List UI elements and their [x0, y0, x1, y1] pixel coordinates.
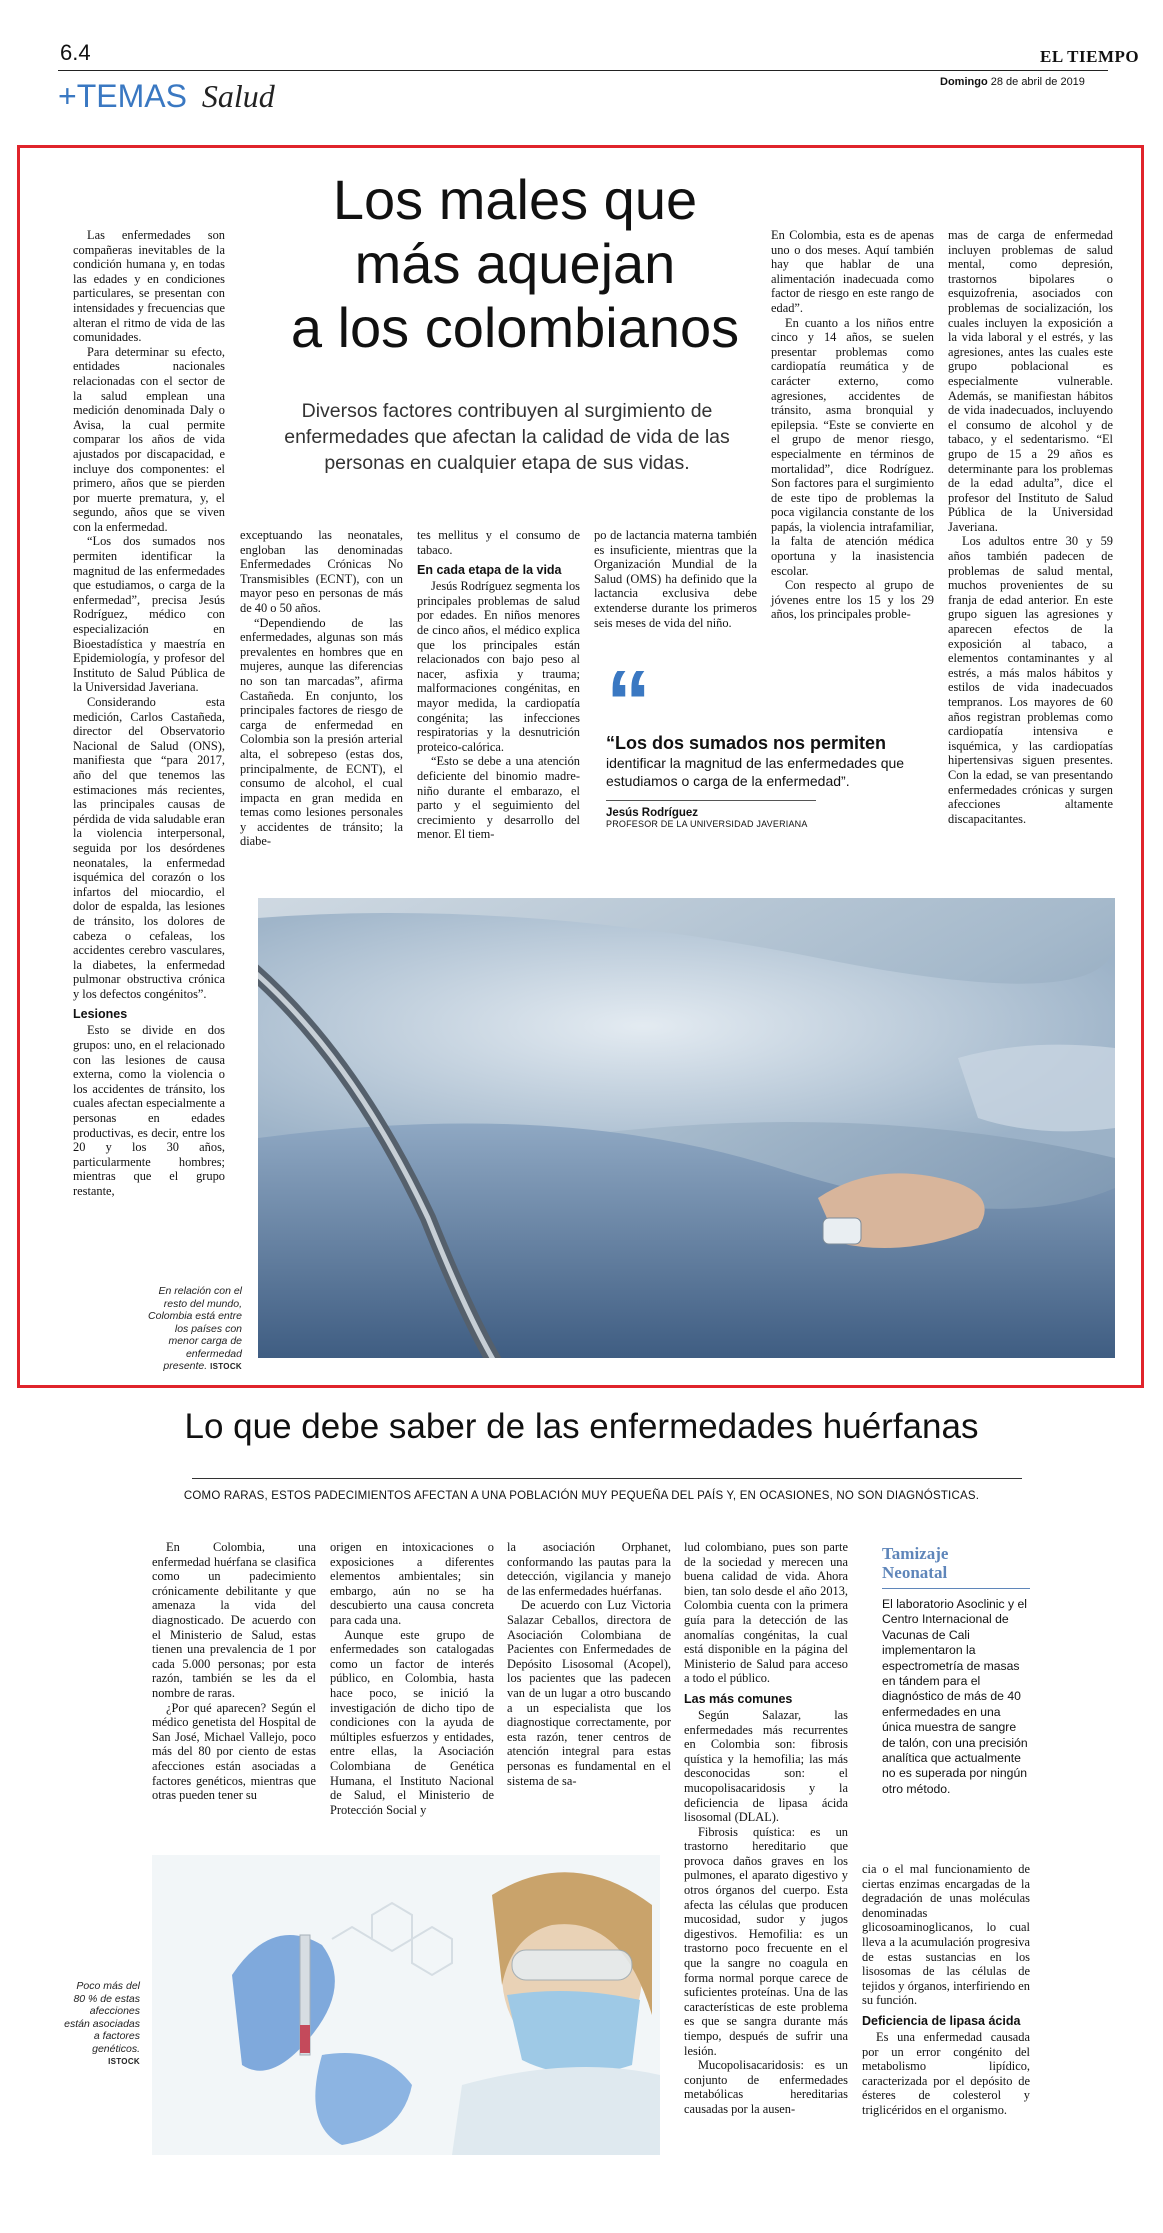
paragraph: Jesús Rodríguez segmenta los principales problemas de salud por edades. En niños menores de cinco años, el médico explica que los principales están relacionados con bajo peso al nacer, asfixia y trauma; malformaciones congénitas, en mayor medida, la cardiopatía congénita; las infecciones respiratorias y la desnutrición proteico-calórica. — [417, 579, 580, 754]
lab-scientist-photo — [152, 1855, 660, 2155]
paragraph: “Esto se debe a una atención deficiente del binomio madre-niño durante el embarazo, el parto y el seguimiento del crecimiento y desarrollo del menor. El tiem- — [417, 754, 580, 842]
quote-divider — [606, 800, 816, 801]
paragraph: lud colombiano, pues son parte de la sociedad y merecen una buena calidad de vida. Ahora bien, tan solo desde el año 2013, Colombia cuenta con la primera guía para la detección de las anomalías congénitas, la cual está disponible en la página del Ministerio de Salud para acceso a todo el público. — [684, 1540, 848, 1686]
subheading: Deficiencia de lipasa ácida — [862, 2013, 1021, 2028]
a2-text-column-1 — [152, 1540, 316, 1803]
paragraph: En Colombia, esta es de apenas uno o dos meses. Aquí también hay que hablar de una alimentación inadecuada como factor de riesgo en este rango de edad”. — [771, 228, 934, 315]
photo-illustration — [258, 898, 1115, 1358]
paragraph: ¿Por qué aparecen? Según el médico genetista del Hospital de San José, Michael Vallejo, poco más del 80 por ciento de estas afecciones están asociadas a factores genéticos, mientras que otras pueden tener su — [152, 1700, 316, 1803]
article-subtitle: Diversos factores contribuyen al surgimiento de enfermedades que afectan la calidad de vida de las personas en cualquier etapa de sus vidas. — [284, 400, 730, 474]
paragraph: cia o el mal funcionamiento de ciertas enzimas encargadas de la degradación de unas moléculas denominadas glicosoaminoglicanos, lo cual lleva a la acumulación progresiva de estas sustancias en los lisosomas de las células de tejidos y órganos, interfiriendo en su función. — [862, 1862, 1030, 2008]
text-column-5 — [771, 228, 934, 622]
quote-author: Jesús Rodríguez — [606, 807, 699, 819]
pull-quote — [606, 668, 931, 829]
subheading: Las más comunes — [684, 1691, 793, 1706]
paragraph: Según Salazar, las enfermedades más recurrentes en Colombia son: fibrosis quística y la hemofilia; las más desconocidas son: el mucopolisacaridosis y la deficiencia de lipasa ácida lisosomal (DLAL). — [684, 1707, 848, 1825]
text-column-3 — [417, 528, 580, 842]
brand-logo: EL TIEMPO — [1040, 47, 1140, 66]
photo-caption — [148, 1285, 242, 1374]
section-plus: +TEMAS — [58, 78, 187, 114]
header-rule — [58, 70, 1108, 71]
sidebar-tamizaje — [882, 1544, 1030, 1797]
text-column-6 — [948, 228, 1113, 826]
photo-illustration — [152, 1855, 660, 2155]
paragraph: En Colombia, una enfermedad huérfana se clasifica como un padecimiento crónicamente debilitante y que amenaza la vida del diagnosticado. De acuerdo con el Ministerio de Salud, estas tienen una prevalencia de 1 por cada 5.000 personas; por esta razón, también se les da el nombre de raras. — [152, 1540, 316, 1700]
text-column-2 — [240, 528, 403, 849]
a2-text-column-3 — [507, 1540, 671, 1788]
text-column-1 — [73, 228, 225, 1199]
title-line: Los males que — [332, 168, 698, 231]
quote-mark-icon: “ — [606, 668, 651, 726]
issue-date-rest: 28 de abril de 2019 — [990, 76, 1085, 88]
text-column-4 — [594, 528, 757, 630]
caption-text: En relación con el resto del mundo, Colombia está entre los países con menor carga de enfermedad presente. — [148, 1285, 242, 1372]
paragraph: tes mellitus y el consumo de tabaco. — [417, 528, 580, 557]
paragraph: origen en intoxicaciones o exposiciones a diferentes elementos ambientales; sin embargo, aún no se ha descubierto una causa concreta para cada una. — [330, 1540, 494, 1627]
subheading: En cada etapa de la vida — [417, 563, 562, 578]
caption-credit: ISTOCK — [108, 2057, 140, 2066]
a2-text-column-4 — [684, 1540, 848, 2117]
section-tag — [58, 78, 275, 115]
a2-text-column-2 — [330, 1540, 494, 1817]
paragraph: En cuanto a los niños entre cinco y 14 años, se suelen presentar problemas como cardiopatía reumática y de carácter externo, como agresiones, accidentes de tránsito, asma bronquial y epilepsia. “Este se convierte en el grupo de menor riesgo, especialmente en términos de mortalidad”, dice Rodríguez. Son factores para el surgimiento de este tipo de problemas la poca vigilancia constante de los papás, la violencia intrafamiliar, la falta de atención médica oportuna y la inasistencia escolar. — [771, 315, 934, 578]
sidebar-text: El laboratorio Asoclinic y el Centro Internacional de Vacunas de Cali implementaron la espectrometría de masas en tándem para el diagnóstico de más de 40 enfermedades en una única muestra de sangre de talón, con una precisión analítica que actualmente no es superada por ningún otro método. — [882, 1597, 1028, 1796]
caption-text: Poco más del 80 % de estas afecciones están asociadas a factores genéticos. — [64, 1980, 140, 2055]
paragraph: Considerando esta medición, Carlos Castañeda, director del Observatorio Nacional de Salud (ONS), manifiesta que “para 2017, año del que tenemos las estimaciones más recientes, las principales causas de pérdida de vida saludable eran la violencia interpersonal, seguida por los desórdenes neonatales, la enfermedad isquémica del corazón o los infartos del miocardio, el dolor de espalda, las lesiones de tránsito, los dolores de cabeza o cefaleas, los accidentes cerebro vasculares, la diabetes, la enfermedad pulmonar obstructiva crónica y los defectos congénitos”. — [73, 695, 225, 1001]
quote-text: identificar la magnitud de las enfermedades que estudiamos o carga de la enfermedad”. — [606, 755, 905, 789]
sidebar-title-line: Neonatal — [882, 1563, 948, 1582]
paragraph: Es una enfermedad causada por un error congénito del metabolismo lipídico, caracterizada por el depósito de ésteres de colesterol y triglicéridos en el organismo. — [862, 2029, 1030, 2117]
paragraph: la asociación Orphanet, conformando las pautas para la detección, vigilancia y manejo de las enfermedades huérfanas. — [507, 1540, 671, 1598]
paragraph: Aunque este grupo de enfermedades son catalogadas como un factor de interés público, en Colombia, hasta hace poco, se inició la investigación de dicho tipo de condiciones con la ayuda de múltiples esfuerzos y entidades, entre ellas, la Asociación Colombiana de Genética Humana, el Instituto Nacional de Salud, el Ministerio de Protección Social y — [330, 1627, 494, 1817]
article-2-title: Lo que debe saber de las enfermedades huérfanas — [184, 1407, 979, 1446]
section-name: Salud — [201, 78, 275, 114]
paragraph: exceptuando las neonatales, engloban las denominadas Enfermedades Crónicas No Transmisibles (ECNT), con un mayor peso en personas de más de 40 o 50 años. — [240, 528, 403, 615]
quote-text-bold: “Los dos sumados nos permiten — [606, 733, 887, 753]
quote-author-role: PROFESOR DE LA UNIVERSIDAD JAVERIANA — [606, 819, 808, 829]
sidebar-title-line: Tamizaje — [882, 1544, 949, 1563]
title-line: a los colombianos — [290, 296, 740, 359]
article-2-subtitle: COMO RARAS, ESTOS PADECIMIENTOS AFECTAN A UNA POBLACIÓN MUY PEQUEÑA DEL PAÍS Y, EN OCASIONES, NO SON DIAGNÓSTICAS. — [183, 1490, 980, 1502]
paragraph: mas de carga de enfermedad incluyen problemas de salud mental, como depresión, trastornos bipolares o esquizofrenia, asociados con problemas de socialización, los cuales incluyen la exposición a la vida laboral y el estrés, y las agresiones, antes las cuales este grupo poblacional es especialmente vulnerable. Además, se manifiestan hábitos de vida inadecuados, incluyendo el consumo de alcohol y de tabaco, y el sedentarismo. “El grupo de 15 a 29 años es determinante para los problemas de la edad adulta”, dice el profesor del Instituto de Salud Pública de la Universidad Javeriana. — [948, 228, 1113, 534]
paragraph: po de lactancia materna también es insuficiente, mientras que la Organización Mundial de la Salud (OMS) ha definido que la lactancia exclusiva debe extenderse durante los primeros seis meses de vida del niño. — [594, 528, 757, 630]
sidebar-title — [882, 1544, 1030, 1582]
paragraph: Los adultos entre 30 y 59 años también padecen de problemas de salud mental, muchos provenientes de su franja de edad anterior. En este grupo siguen las agresiones y aparecen efectos de la exposición al tabaco, a elementos contaminantes y al estrés, a más malos hábitos y estilos de vida inadecuados tempranos. Los mayores de 60 años registran problemas como cardiopatía intensiva e isquémica, y las cardiopatías hipertensivas siguen presentes. Con la edad, se van presentando enfermedades crónicas y surgen afecciones altamente discapacitantes. — [948, 534, 1113, 826]
page-number: 6.4 — [60, 40, 91, 65]
caption-credit: ISTOCK — [210, 1362, 242, 1371]
hospital-patient-photo — [258, 898, 1115, 1358]
paragraph: “Dependiendo de las enfermedades, algunas son más prevalentes en hombres que en mujeres, aunque las diferencias no son tan marcadas”, afirma Castañeda. En conjunto, los principales factores de riesgo de carga de enfermedad en Colombia son la presión arterial alta, el sobrepeso (estas dos, principalmente, de ECNT), el consumo de alcohol, el cual impacta en gran medida en temas como lesiones personales y accidentes de tránsito; la diabe- — [240, 615, 403, 849]
paragraph: Con respecto al grupo de jóvenes entre los 15 y los 29 años, los principales proble- — [771, 578, 934, 622]
article-title — [250, 168, 780, 360]
issue-date-day: Domingo — [940, 76, 988, 88]
article-2-rule — [192, 1478, 1022, 1479]
a2-text-column-5 — [862, 1862, 1030, 2118]
sidebar-rule — [882, 1588, 1030, 1589]
title-line: más aquejan — [354, 232, 676, 295]
paragraph: De acuerdo con Luz Victoria Salazar Ceballos, directora de Asociación Colombiana de Pacientes con Enfermedades de Depósito Lisosomal (Acopel), los pacientes que las padecen van de un lugar a otro buscando a un especialista que los diagnostique correctamente, por esta razón, tener centros de atención integral para estas personas es fundamental en el sistema de sa- — [507, 1598, 671, 1788]
paragraph: Esto se divide en dos grupos: uno, en el relacionado con las lesiones de causa externa, como la violencia o los accidentes de tránsito, los cuales afectan especialmente a personas en edades productivas, es decir, entre los 20 y los 30 años, particularmente hombres; mientras que el grupo restante, — [73, 1023, 225, 1198]
paragraph: “Los dos sumados nos permiten identificar la magnitud de las enfermedades que estudiamos, o carga de la enfermedad”, precisa Jesús Rodríguez, médico con especialización en Bioestadística y maestría en Epidemiología, y profesor del Instituto de Salud Pública de la Universidad Javeriana. — [73, 534, 225, 695]
paragraph: Fibrosis quística: es un trastorno hereditario que provoca daños graves en los pulmones, el aparato digestivo y otros órganos del cuerpo. Esta afecta las células que producen mucosidad, sudor y jugos digestivos. Hemofilia: es un trastorno poco frecuente en el que la sangre no coagula en forma normal porque carece de suficientes proteínas. Una de las características de este problema es que se sangra durante más tiempo, después de sufrir una lesión. — [684, 1824, 848, 2058]
paragraph: Para determinar su efecto, entidades nacionales relacionadas con el sector de la salud emplean una medición denominada Daly o Avisa, la cual permite comparar los años de vida ajustados por discapacidad, e incluye dos componentes: el primero, años que se pierden por muerte prematura, y, el segundo, años que se viven con la enfermedad. — [73, 344, 225, 534]
lab-photo-caption — [62, 1980, 140, 2069]
paragraph: Mucopolisacaridosis: es un conjunto de enfermedades metabólicas hereditarias causadas por la ausen- — [684, 2058, 848, 2116]
subheading: Lesiones — [73, 1007, 128, 1022]
paragraph: Las enfermedades son compañeras inevitables de la condición humana y, en todas las edades y en condiciones particulares, se presentan con intensidades y frecuencias que alteran el ritmo de vida de las comunidades. — [73, 228, 225, 345]
issue-date — [940, 76, 1085, 88]
